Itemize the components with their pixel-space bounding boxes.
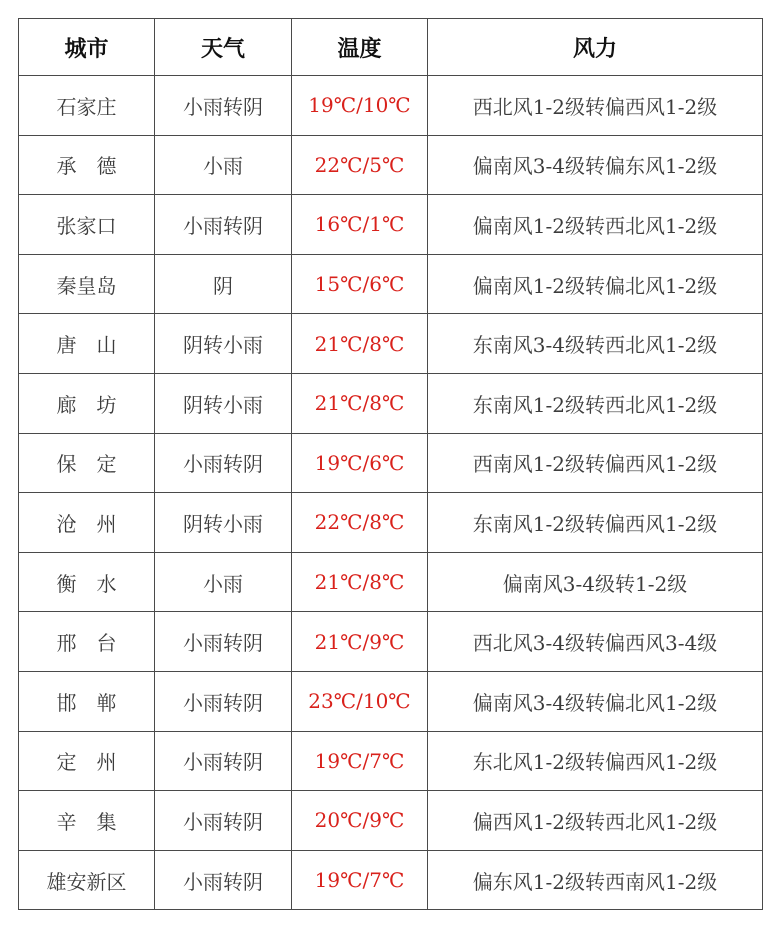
temperature-cell: 19℃/10℃ xyxy=(292,76,428,136)
header-temperature: 温度 xyxy=(292,19,428,76)
weather-cell: 小雨转阴 xyxy=(155,671,292,731)
weather-cell: 阴转小雨 xyxy=(155,493,292,553)
wind-cell: 偏南风3-4级转1-2级 xyxy=(428,552,763,612)
wind-cell: 偏西风1-2级转西北风1-2级 xyxy=(428,791,763,851)
table-row xyxy=(19,791,763,851)
city-cell: 雄安新区 xyxy=(19,850,155,910)
table-row xyxy=(19,493,763,553)
table-row xyxy=(19,671,763,731)
temperature-cell: 19℃/7℃ xyxy=(292,850,428,910)
weather-cell: 小雨转阴 xyxy=(155,731,292,791)
table-row xyxy=(19,314,763,374)
table-row xyxy=(19,373,763,433)
city-cell: 定 州 xyxy=(19,731,155,791)
wind-cell: 偏南风3-4级转偏北风1-2级 xyxy=(428,671,763,731)
city-cell: 邢 台 xyxy=(19,612,155,672)
temperature-cell: 16℃/1℃ xyxy=(292,195,428,255)
city-cell: 辛 集 xyxy=(19,791,155,851)
table-row xyxy=(19,76,763,136)
weather-cell: 小雨转阴 xyxy=(155,76,292,136)
weather-cell: 小雨 xyxy=(155,552,292,612)
temperature-cell: 19℃/7℃ xyxy=(292,731,428,791)
header-wind: 风力 xyxy=(428,19,763,76)
table-body xyxy=(19,76,763,910)
weather-cell: 小雨转阴 xyxy=(155,433,292,493)
weather-cell: 小雨 xyxy=(155,135,292,195)
city-cell: 唐 山 xyxy=(19,314,155,374)
temperature-cell: 21℃/8℃ xyxy=(292,373,428,433)
header-weather: 天气 xyxy=(155,19,292,76)
temperature-cell: 21℃/9℃ xyxy=(292,612,428,672)
table-header xyxy=(19,19,763,76)
table-row xyxy=(19,731,763,791)
temperature-cell: 21℃/8℃ xyxy=(292,314,428,374)
temperature-cell: 15℃/6℃ xyxy=(292,254,428,314)
wind-cell: 东北风1-2级转偏西风1-2级 xyxy=(428,731,763,791)
wind-cell: 偏东风1-2级转西南风1-2级 xyxy=(428,850,763,910)
wind-cell: 东南风1-2级转西北风1-2级 xyxy=(428,373,763,433)
city-cell: 廊 坊 xyxy=(19,373,155,433)
wind-cell: 东南风1-2级转偏西风1-2级 xyxy=(428,493,763,553)
table-row xyxy=(19,433,763,493)
temperature-cell: 23℃/10℃ xyxy=(292,671,428,731)
table-row xyxy=(19,135,763,195)
weather-cell: 小雨转阴 xyxy=(155,195,292,255)
wind-cell: 偏南风3-4级转偏东风1-2级 xyxy=(428,135,763,195)
temperature-cell: 19℃/6℃ xyxy=(292,433,428,493)
city-cell: 沧 州 xyxy=(19,493,155,553)
table-row xyxy=(19,612,763,672)
city-cell: 秦皇岛 xyxy=(19,254,155,314)
table-row xyxy=(19,254,763,314)
weather-cell: 阴 xyxy=(155,254,292,314)
wind-cell: 西北风1-2级转偏西风1-2级 xyxy=(428,76,763,136)
table-row xyxy=(19,850,763,910)
city-cell: 衡 水 xyxy=(19,552,155,612)
header-city: 城市 xyxy=(19,19,155,76)
temperature-cell: 22℃/8℃ xyxy=(292,493,428,553)
weather-forecast-table xyxy=(18,18,763,910)
table-row xyxy=(19,195,763,255)
temperature-cell: 21℃/8℃ xyxy=(292,552,428,612)
weather-cell: 小雨转阴 xyxy=(155,791,292,851)
city-cell: 邯 郸 xyxy=(19,671,155,731)
wind-cell: 西南风1-2级转偏西风1-2级 xyxy=(428,433,763,493)
weather-cell: 阴转小雨 xyxy=(155,373,292,433)
table-row xyxy=(19,552,763,612)
city-cell: 保 定 xyxy=(19,433,155,493)
header-row xyxy=(19,19,763,76)
city-cell: 石家庄 xyxy=(19,76,155,136)
city-cell: 张家口 xyxy=(19,195,155,255)
wind-cell: 偏南风1-2级转西北风1-2级 xyxy=(428,195,763,255)
temperature-cell: 20℃/9℃ xyxy=(292,791,428,851)
weather-cell: 小雨转阴 xyxy=(155,612,292,672)
wind-cell: 东南风3-4级转西北风1-2级 xyxy=(428,314,763,374)
weather-cell: 小雨转阴 xyxy=(155,850,292,910)
wind-cell: 西北风3-4级转偏西风3-4级 xyxy=(428,612,763,672)
temperature-cell: 22℃/5℃ xyxy=(292,135,428,195)
wind-cell: 偏南风1-2级转偏北风1-2级 xyxy=(428,254,763,314)
city-cell: 承 德 xyxy=(19,135,155,195)
weather-cell: 阴转小雨 xyxy=(155,314,292,374)
